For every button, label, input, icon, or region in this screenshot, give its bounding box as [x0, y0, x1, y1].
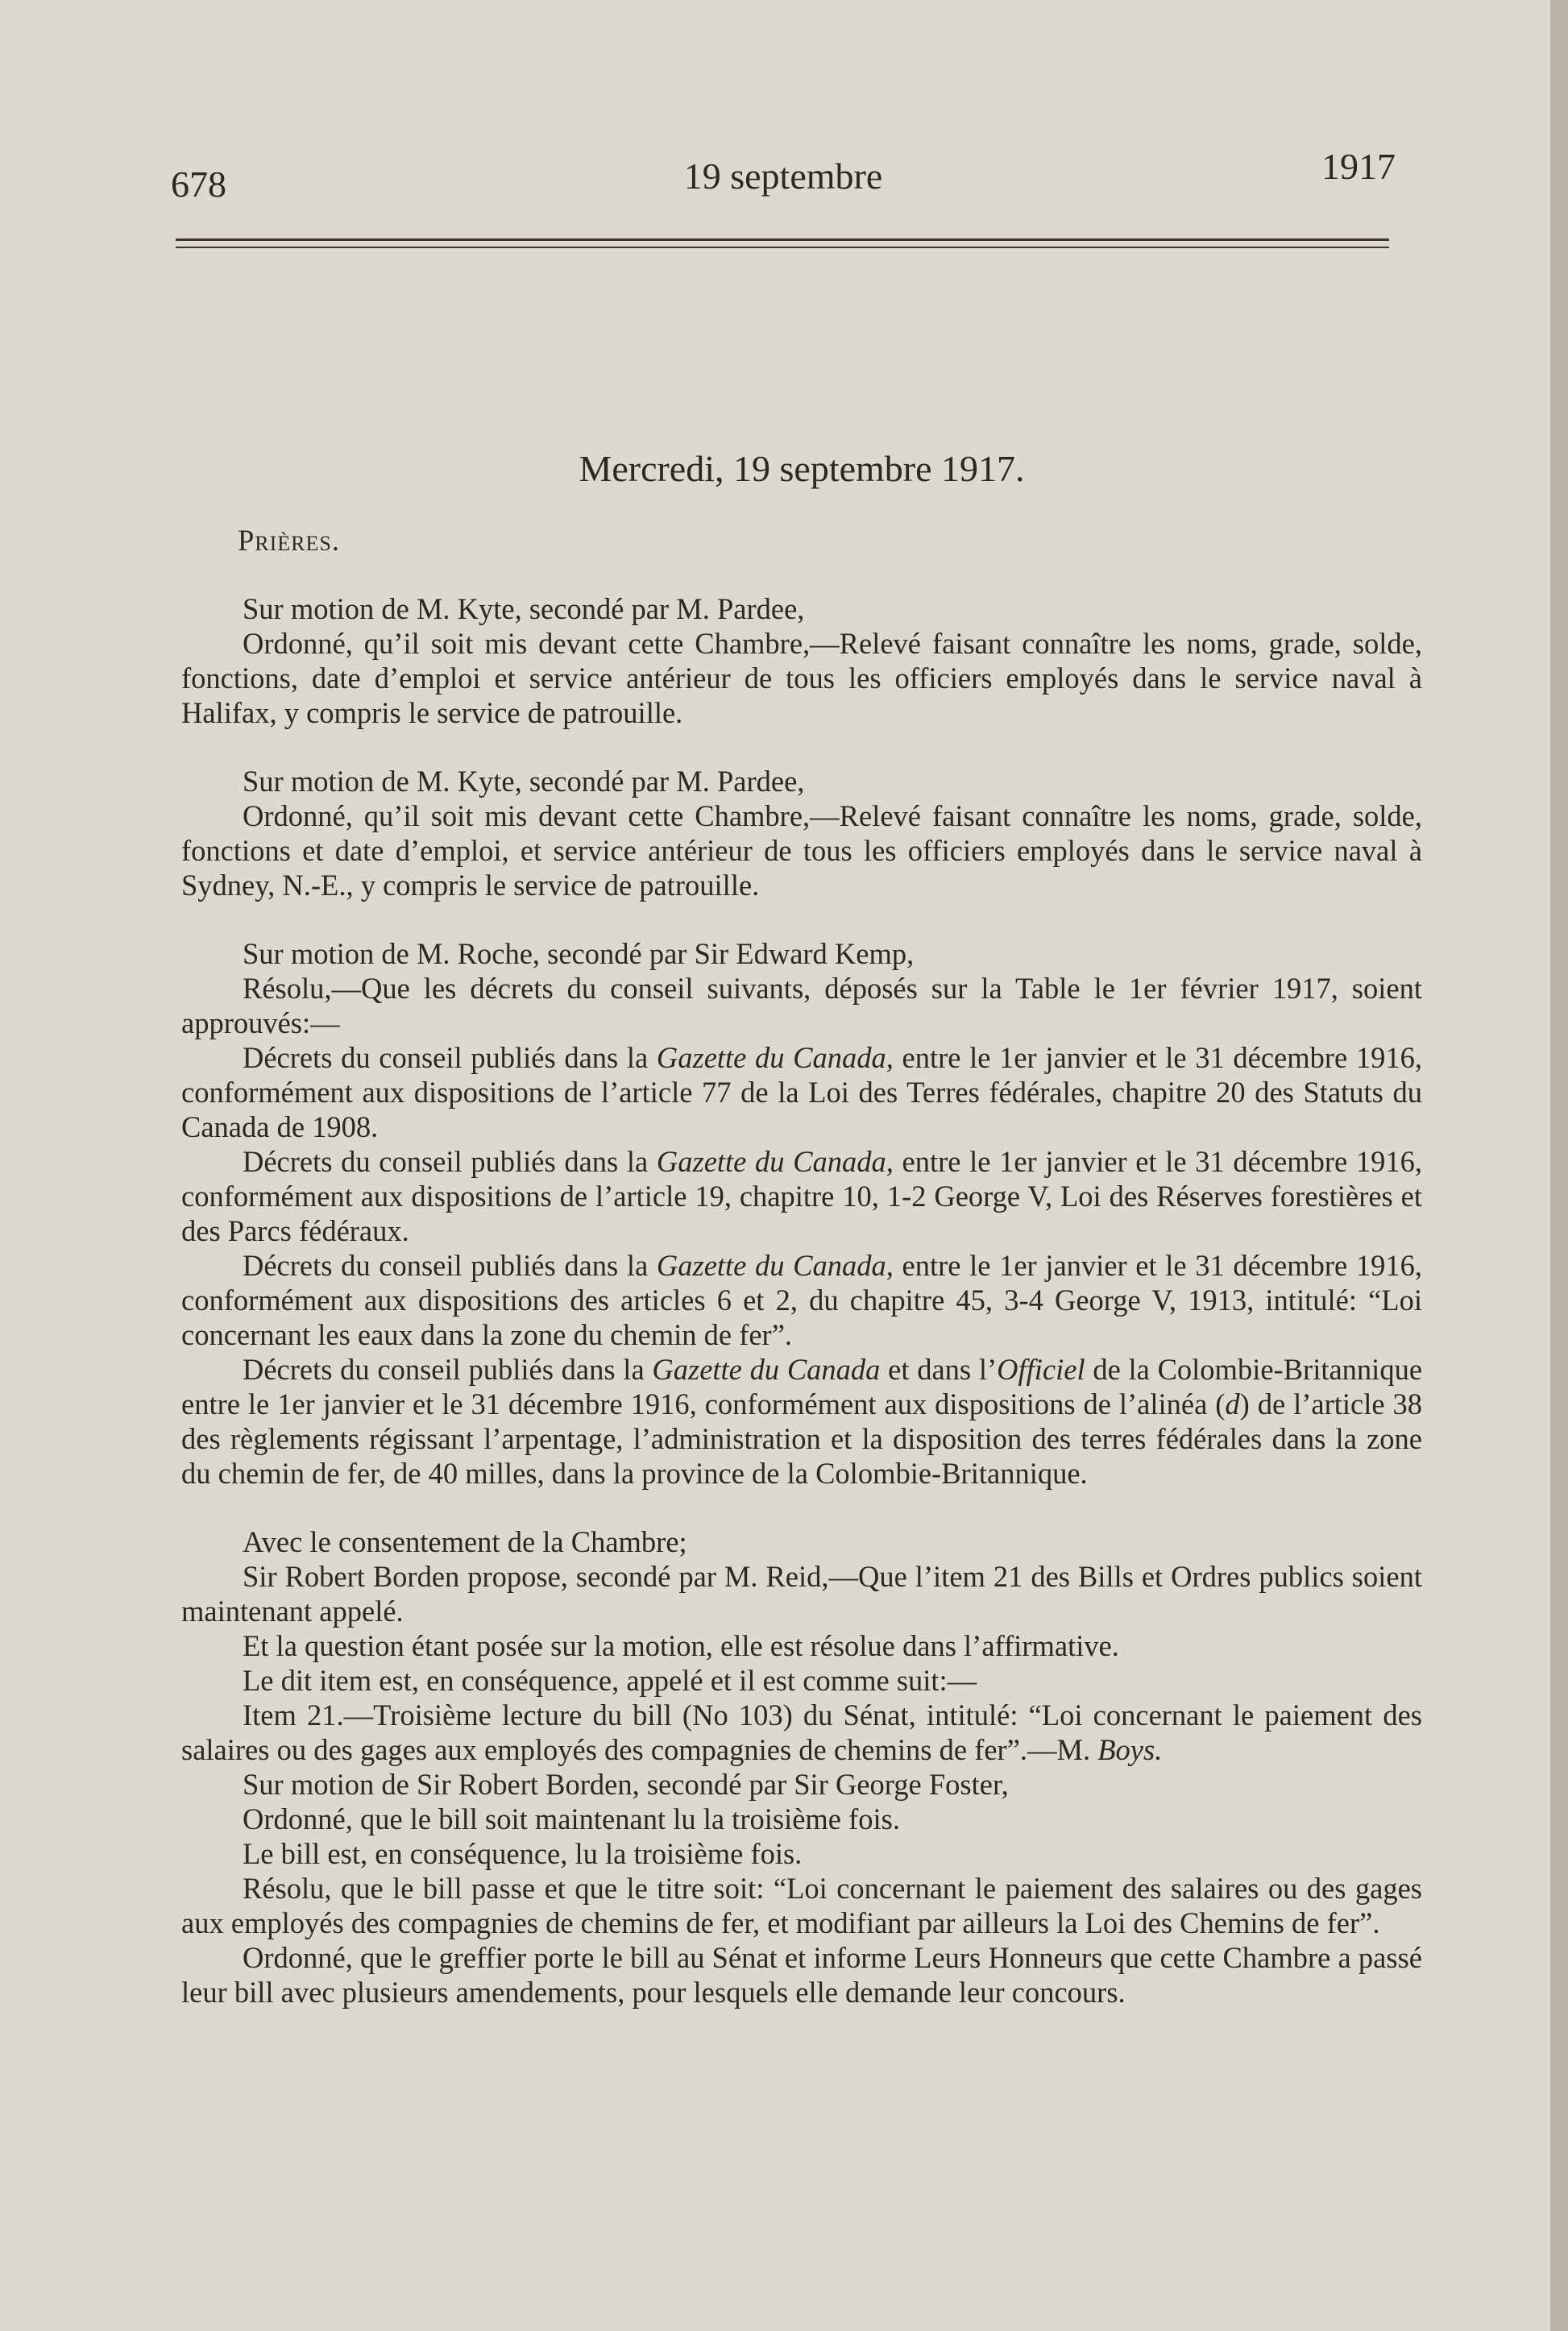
page-number: 678 [171, 164, 226, 205]
motion-borden-foster: Sur motion de Sir Robert Borden, secondé par Sir George Foster, [243, 1768, 1009, 1801]
order-third-reading: Ordonné, que le bill soit maintenant lu la troisième fois. [243, 1802, 901, 1835]
consent-line: Avec le consentement de la Chambre; [243, 1525, 687, 1558]
question-resolved: Et la question étant posée sur la motion, elle est résolue dans l’affirmative. [243, 1629, 1119, 1662]
bill-read: Le bill est, en conséquence, lu la troisième fois. [243, 1837, 803, 1870]
resolution-title: Résolu, que le bill passe et que le titre soit: “Loi concernant le paiement des salaires ou des gages aux employés des compagnies de chemins de fer, et modifiant par ailleurs la Loi des Chemins de fer”. [181, 1872, 1422, 1939]
page-header [171, 145, 1396, 209]
item-called: Le dit item est, en conséquence, appelé et il est comme suit:— [243, 1664, 977, 1697]
motion-2-intro: Sur motion de M. Kyte, secondé par M. Pardee, [243, 765, 805, 798]
decree-1: Décrets du conseil publiés dans la Gazette du Canada, entre le 1er janvier et le 31 décembre 1916, conformément aux dispositions de l’article 77 de la Loi des Terres fédérales, chapitre 20 des Statuts du Canada de 1908. [181, 1041, 1423, 1143]
motion-1-text: Ordonné, qu’il soit mis devant cette Chambre,—Relevé faisant connaître les noms, grade, solde, fonctions, date d’emploi et service antérieur de tous les officiers employés dans le service naval à Halifax, y compris le service de patrouille. [181, 627, 1422, 729]
prayers-heading: Prières. [238, 524, 340, 557]
item-21: Item 21.—Troisième lecture du bill (No 103) du Sénat, intitulé: “Loi concernant le paiement des salaires ou des gages aux employés des compagnies de chemins de fer”.—M. Boys. [181, 1698, 1422, 1766]
borden-proposal: Sir Robert Borden propose, secondé par M. Reid,—Que l’item 21 des Bills et Ordres publics soient maintenant appelé. [181, 1560, 1422, 1628]
motion-2-text: Ordonné, qu’il soit mis devant cette Chambre,—Relevé faisant connaître les noms, grade, solde, fonctions et date d’emploi, et service antérieur de tous les officiers employés dans le service naval à Sydney, N.-E., y compris le service de patrouille. [181, 799, 1422, 902]
motion-3-text: Résolu,—Que les décrets du conseil suivants, déposés sur la Table le 1er février 1917, soient approuvés:— [181, 972, 1422, 1039]
header-year: 1917 [1321, 146, 1396, 187]
motion-3-intro: Sur motion de M. Roche, secondé par Sir Edward Kemp, [243, 937, 915, 970]
motion-1-intro: Sur motion de M. Kyte, secondé par M. Pardee, [243, 592, 805, 625]
order-clerk: Ordonné, que le greffier porte le bill au Sénat et informe Leurs Honneurs que cette Chambre a passé leur bill avec plusieurs amendements, pour lesquels elle demande leur concours. [181, 1941, 1422, 2009]
session-date-title: Mercredi, 19 septembre 1917. [579, 448, 1025, 489]
header-date: 19 septembre [683, 156, 883, 197]
decree-3: Décrets du conseil publiés dans la Gazette du Canada, entre le 1er janvier et le 31 décembre 1916, conformément aux dispositions des articles 6 et 2, du chapitre 45, 3-4 George V, 1913, intitulé: “Loi concernant les eaux dans la zone du chemin de fer”. [181, 1249, 1423, 1351]
document-body [181, 448, 1423, 2010]
header-rule-top [176, 238, 1389, 241]
decree-4: Décrets du conseil publiés dans la Gazette du Canada et dans l’Officiel de la Colombie-Britannique entre le 1er janvier et le 31 décembre 1916, conformément aux dispositions de l’alinéa (d) de l’article 38 des règlements régissant l’arpentage, l’administration et la disposition des terres fédérales dans la zone du chemin de fer, de 40 milles, dans la province de la Colombie-Britannique. [181, 1353, 1423, 1490]
header-rule-bottom [176, 247, 1389, 248]
decree-2: Décrets du conseil publiés dans la Gazette du Canada, entre le 1er janvier et le 31 décembre 1916, conformément aux dispositions de l’article 19, chapitre 10, 1-2 George V, Loi des Réserves forestières et des Parcs fédéraux. [181, 1145, 1423, 1247]
